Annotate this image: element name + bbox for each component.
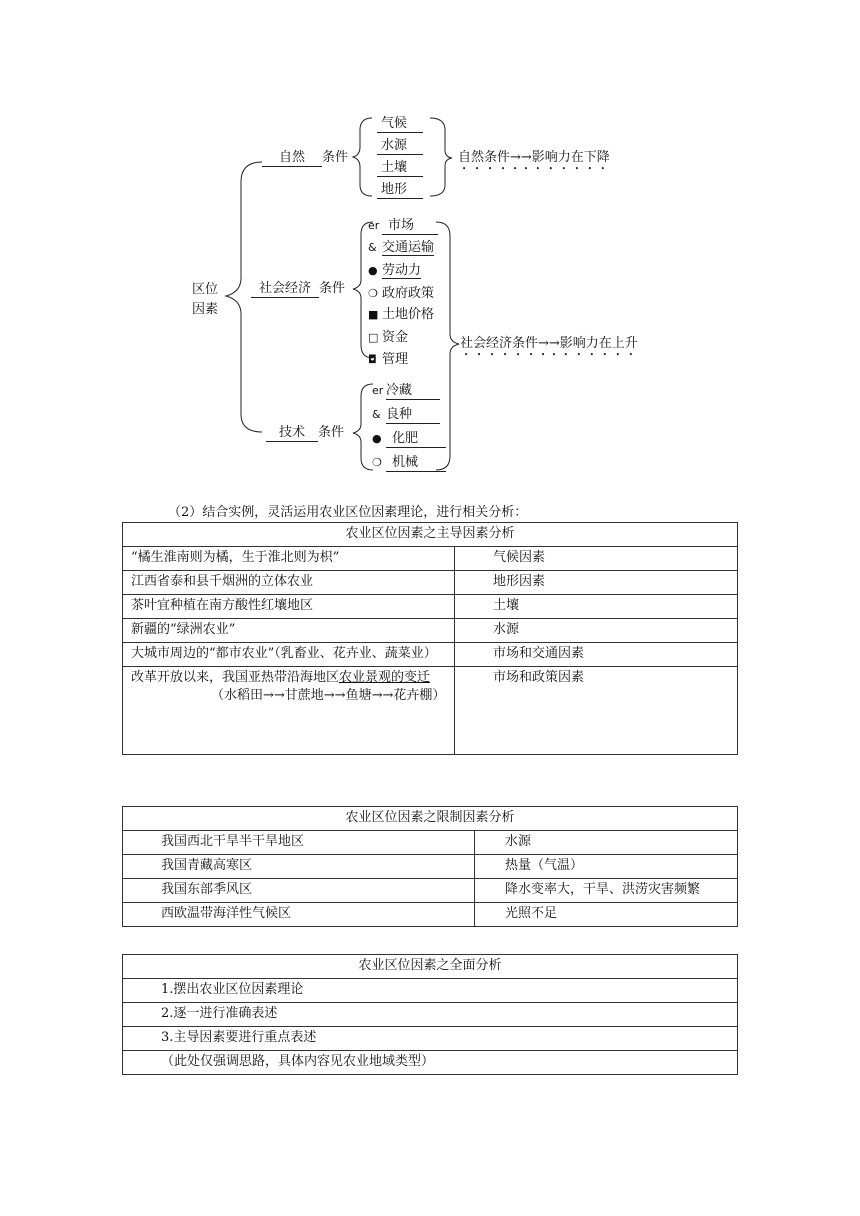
social-branch: 社会经济 条件	[251, 281, 345, 298]
table-title: 农业区位因素之全面分析	[123, 955, 738, 979]
tech-branch: 技术 条件	[266, 425, 344, 442]
table-row: 大城市周边的“都市农业”（乳畜业、花卉业、蔬菜业） 市场和交通因素	[123, 643, 738, 667]
table-row: “橘生淮南则为橘，生于淮北则为枳” 气候因素	[123, 547, 738, 571]
table-row: 我国青藏高寒区 热量（气温）	[123, 855, 738, 879]
table-row: （此处仅强调思路，具体内容见农业地域类型）	[123, 1051, 738, 1075]
table-row: 3.主导因素要进行重点表述	[123, 1027, 738, 1051]
social-result: 社会经济条件→→影响力在上升	[460, 336, 638, 351]
social-item: er 市场	[368, 218, 438, 235]
social-item: ❍ 政府政策	[368, 286, 435, 301]
table-title: 农业区位因素之主导因素分析	[123, 523, 738, 547]
social-item: ■ 土地价格	[368, 307, 435, 322]
tech-item: ❍ 机械	[372, 455, 446, 472]
table-row: 西欧温带海洋性气候区 光照不足	[123, 903, 738, 927]
tech-item: er 冷藏	[372, 383, 440, 400]
comprehensive-analysis-table	[122, 954, 738, 1075]
tech-item: ● 化肥	[372, 431, 446, 448]
social-item: □ 资金	[368, 330, 409, 345]
table-row: 江西省泰和县千烟洲的立体农业 地形因素	[123, 571, 738, 595]
social-item: ● 劳动力	[368, 263, 422, 278]
dominant-factor-table	[122, 522, 738, 755]
natural-result: 自然条件→→影响力在下降	[458, 150, 610, 165]
social-item: & 交通运输	[368, 240, 435, 255]
natural-branch: 自然 条件	[262, 150, 348, 167]
table-row: 2.逐一进行准确表述	[123, 1003, 738, 1027]
natural-item: 气候	[377, 116, 423, 133]
table-row: 我国西北干旱半干旱地区 水源	[123, 831, 738, 855]
limiting-factor-table	[122, 806, 738, 927]
natural-item: 水源	[377, 138, 423, 155]
table-row: 改革开放以来，我国亚热带沿海地区农业景观的变迁 （水稻田→→甘蔗地→→鱼塘→→花卉棚） 市场和政策因素	[123, 667, 738, 755]
table-title: 农业区位因素之限制因素分析	[123, 807, 738, 831]
table-row: 新疆的“绿洲农业” 水源	[123, 619, 738, 643]
root-label: 区位 因素	[192, 282, 219, 317]
social-item: ◘ 管理	[368, 352, 409, 367]
tech-item: & 良种	[372, 407, 440, 424]
natural-item: 土壤	[377, 160, 423, 177]
table-row: 茶叶宜种植在南方酸性红壤地区 土壤	[123, 595, 738, 619]
natural-item: 地形	[377, 182, 423, 199]
table-row: 我国东部季风区 降水变率大，干旱、洪涝灾害频繁	[123, 879, 738, 903]
table-row: 1.摆出农业区位因素理论	[123, 979, 738, 1003]
intro-text: （2）结合实例，灵活运用农业区位因素理论，进行相关分析：	[168, 505, 528, 520]
